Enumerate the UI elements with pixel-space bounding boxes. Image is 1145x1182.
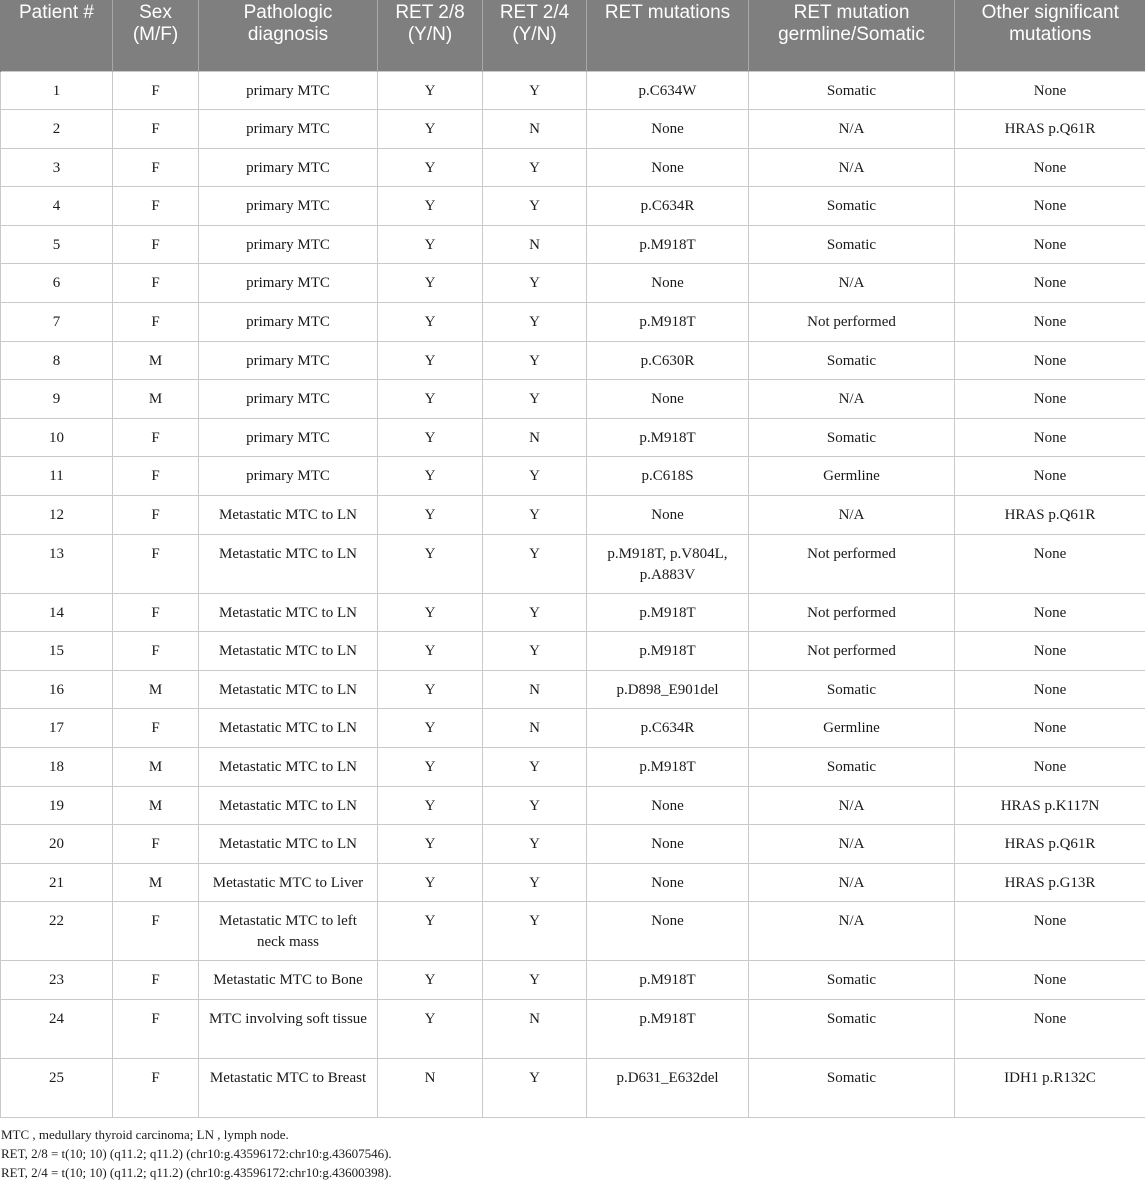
cell-ret-mutations: None	[587, 825, 749, 864]
cell-sex: M	[113, 380, 199, 419]
header-sex: Sex (M/F)	[113, 0, 199, 71]
cell-other-mutations: None	[955, 303, 1145, 342]
cell-diagnosis: primary MTC	[199, 71, 378, 110]
cell-patient-number: 5	[1, 225, 113, 264]
cell-ret-mutations: p.C634R	[587, 709, 749, 748]
cell-diagnosis: primary MTC	[199, 418, 378, 457]
cell-ret-2-4: Y	[483, 593, 587, 632]
cell-ret-2-4: Y	[483, 496, 587, 535]
cell-ret-2-8: Y	[378, 786, 483, 825]
cell-patient-number: 11	[1, 457, 113, 496]
header-ret-germline-somatic: RET mutation germline/Somatic	[749, 0, 955, 71]
cell-sex: M	[113, 670, 199, 709]
cell-ret-2-8: Y	[378, 380, 483, 419]
cell-ret-2-8: Y	[378, 748, 483, 787]
cell-sex: F	[113, 457, 199, 496]
table-row	[1, 341, 1145, 380]
table-row	[1, 709, 1145, 748]
cell-sex: F	[113, 418, 199, 457]
cell-patient-number: 1	[1, 71, 113, 110]
cell-sex: F	[113, 902, 199, 961]
cell-ret-2-8: Y	[378, 225, 483, 264]
cell-diagnosis: primary MTC	[199, 264, 378, 303]
table-row	[1, 593, 1145, 632]
cell-sex: M	[113, 786, 199, 825]
cell-germline-somatic: Somatic	[749, 341, 955, 380]
cell-sex: F	[113, 1058, 199, 1117]
cell-ret-2-4: N	[483, 225, 587, 264]
table-row	[1, 380, 1145, 419]
cell-ret-mutations: None	[587, 264, 749, 303]
cell-ret-mutations: p.M918T	[587, 999, 749, 1058]
cell-ret-2-4: Y	[483, 380, 587, 419]
cell-ret-2-4: Y	[483, 148, 587, 187]
cell-germline-somatic: Somatic	[749, 1058, 955, 1117]
cell-sex: F	[113, 709, 199, 748]
cell-diagnosis: Metastatic MTC to LN	[199, 709, 378, 748]
header-other-mutations: Other significant mutations	[955, 0, 1145, 71]
cell-patient-number: 20	[1, 825, 113, 864]
cell-sex: M	[113, 863, 199, 902]
cell-patient-number: 25	[1, 1058, 113, 1117]
cell-germline-somatic: N/A	[749, 264, 955, 303]
footnote-ret-2-8: RET, 2/8 = t(10; 10) (q11.2; q11.2) (chr10:g.43596172:chr10:g.43607546).	[1, 1145, 392, 1161]
cell-diagnosis: Metastatic MTC to Liver	[199, 863, 378, 902]
table-row	[1, 961, 1145, 1000]
cell-ret-2-4: Y	[483, 457, 587, 496]
cell-diagnosis: Metastatic MTC to LN	[199, 632, 378, 671]
cell-sex: F	[113, 534, 199, 593]
cell-sex: F	[113, 264, 199, 303]
cell-ret-2-8: N	[378, 1058, 483, 1117]
cell-other-mutations: None	[955, 593, 1145, 632]
cell-ret-2-8: Y	[378, 709, 483, 748]
cell-ret-2-4: Y	[483, 1058, 587, 1117]
cell-diagnosis: Metastatic MTC to Breast	[199, 1058, 378, 1117]
cell-patient-number: 21	[1, 863, 113, 902]
cell-sex: F	[113, 187, 199, 226]
cell-germline-somatic: Not performed	[749, 632, 955, 671]
cell-other-mutations: None	[955, 709, 1145, 748]
cell-ret-mutations: p.C618S	[587, 457, 749, 496]
header-ret-mutations: RET mutations	[587, 0, 749, 71]
cell-ret-2-4: Y	[483, 748, 587, 787]
cell-sex: F	[113, 71, 199, 110]
cell-ret-2-4: Y	[483, 961, 587, 1000]
cell-ret-2-4: Y	[483, 187, 587, 226]
cell-germline-somatic: Somatic	[749, 961, 955, 1000]
cell-ret-2-8: Y	[378, 534, 483, 593]
cell-other-mutations: HRAS p.Q61R	[955, 825, 1145, 864]
table-row	[1, 110, 1145, 149]
cell-sex: F	[113, 110, 199, 149]
cell-diagnosis: primary MTC	[199, 457, 378, 496]
cell-germline-somatic: Somatic	[749, 748, 955, 787]
cell-patient-number: 13	[1, 534, 113, 593]
cell-ret-2-8: Y	[378, 902, 483, 961]
cell-ret-2-4: Y	[483, 534, 587, 593]
cell-ret-2-4: N	[483, 670, 587, 709]
table-row	[1, 418, 1145, 457]
cell-diagnosis: primary MTC	[199, 187, 378, 226]
table-row	[1, 534, 1145, 593]
cell-ret-mutations: p.M918T, p.V804L, p.A883V	[587, 534, 749, 593]
cell-sex: F	[113, 496, 199, 535]
cell-patient-number: 6	[1, 264, 113, 303]
cell-ret-2-8: Y	[378, 71, 483, 110]
cell-ret-2-8: Y	[378, 961, 483, 1000]
cell-patient-number: 4	[1, 187, 113, 226]
cell-ret-2-4: Y	[483, 264, 587, 303]
cell-patient-number: 24	[1, 999, 113, 1058]
cell-other-mutations: HRAS p.K117N	[955, 786, 1145, 825]
table-row	[1, 187, 1145, 226]
cell-germline-somatic: Somatic	[749, 418, 955, 457]
cell-germline-somatic: N/A	[749, 496, 955, 535]
table-row	[1, 264, 1145, 303]
table-row	[1, 999, 1145, 1058]
cell-patient-number: 23	[1, 961, 113, 1000]
table-row	[1, 148, 1145, 187]
header-ret-2-4: RET 2/4 (Y/N)	[483, 0, 587, 71]
cell-other-mutations: None	[955, 148, 1145, 187]
cell-diagnosis: Metastatic MTC to LN	[199, 748, 378, 787]
cell-ret-2-4: Y	[483, 303, 587, 342]
cell-germline-somatic: N/A	[749, 863, 955, 902]
cell-ret-2-8: Y	[378, 457, 483, 496]
cell-diagnosis: Metastatic MTC to left neck mass	[199, 902, 378, 961]
table-row	[1, 786, 1145, 825]
cell-other-mutations: HRAS p.Q61R	[955, 496, 1145, 535]
cell-germline-somatic: Somatic	[749, 999, 955, 1058]
cell-germline-somatic: N/A	[749, 902, 955, 961]
table-row	[1, 902, 1145, 961]
cell-diagnosis: primary MTC	[199, 225, 378, 264]
cell-diagnosis: primary MTC	[199, 110, 378, 149]
cell-other-mutations: None	[955, 225, 1145, 264]
cell-ret-2-8: Y	[378, 825, 483, 864]
table-row	[1, 863, 1145, 902]
cell-ret-mutations: p.D631_E632del	[587, 1058, 749, 1117]
table-row	[1, 71, 1145, 110]
cell-ret-mutations: p.M918T	[587, 961, 749, 1000]
cell-diagnosis: primary MTC	[199, 303, 378, 342]
cell-patient-number: 8	[1, 341, 113, 380]
cell-diagnosis: Metastatic MTC to LN	[199, 496, 378, 535]
cell-ret-mutations: p.M918T	[587, 748, 749, 787]
footnote-abbreviations: MTC , medullary thyroid carcinoma; LN , lymph node.	[1, 1126, 289, 1142]
cell-patient-number: 14	[1, 593, 113, 632]
cell-ret-2-8: Y	[378, 303, 483, 342]
cell-ret-mutations: p.M918T	[587, 593, 749, 632]
cell-sex: F	[113, 148, 199, 187]
cell-ret-2-8: Y	[378, 999, 483, 1058]
table-row	[1, 225, 1145, 264]
cell-ret-mutations: p.C634W	[587, 71, 749, 110]
cell-germline-somatic: Not performed	[749, 593, 955, 632]
cell-sex: M	[113, 341, 199, 380]
cell-other-mutations: None	[955, 902, 1145, 961]
table-row	[1, 496, 1145, 535]
cell-ret-mutations: p.C630R	[587, 341, 749, 380]
cell-ret-2-4: Y	[483, 902, 587, 961]
cell-ret-2-8: Y	[378, 341, 483, 380]
cell-ret-2-4: Y	[483, 786, 587, 825]
cell-ret-mutations: None	[587, 786, 749, 825]
cell-sex: F	[113, 632, 199, 671]
cell-diagnosis: MTC involving soft tissue	[199, 999, 378, 1058]
cell-patient-number: 22	[1, 902, 113, 961]
table-row	[1, 670, 1145, 709]
footnotes	[0, 1118, 1145, 1182]
cell-germline-somatic: Somatic	[749, 187, 955, 226]
cell-ret-mutations: p.D898_E901del	[587, 670, 749, 709]
cell-patient-number: 16	[1, 670, 113, 709]
cell-diagnosis: Metastatic MTC to LN	[199, 534, 378, 593]
cell-ret-mutations: None	[587, 902, 749, 961]
cell-sex: F	[113, 303, 199, 342]
cell-germline-somatic: Somatic	[749, 225, 955, 264]
header-row	[1, 0, 1145, 71]
cell-other-mutations: None	[955, 961, 1145, 1000]
cell-ret-2-8: Y	[378, 863, 483, 902]
cell-other-mutations: None	[955, 632, 1145, 671]
table-row	[1, 632, 1145, 671]
cell-ret-mutations: p.M918T	[587, 303, 749, 342]
cell-patient-number: 7	[1, 303, 113, 342]
cell-other-mutations: None	[955, 534, 1145, 593]
cell-sex: F	[113, 825, 199, 864]
header-ret-2-8: RET 2/8 (Y/N)	[378, 0, 483, 71]
cell-ret-2-4: Y	[483, 71, 587, 110]
header-pathologic-diagnosis: Pathologic diagnosis	[199, 0, 378, 71]
cell-ret-2-8: Y	[378, 187, 483, 226]
cell-other-mutations: None	[955, 418, 1145, 457]
footnote-ret-2-4: RET, 2/4 = t(10; 10) (q11.2; q11.2) (chr10:g.43596172:chr10:g.43600398).	[1, 1164, 392, 1180]
cell-ret-mutations: p.M918T	[587, 225, 749, 264]
cell-diagnosis: Metastatic MTC to LN	[199, 593, 378, 632]
cell-ret-2-4: N	[483, 418, 587, 457]
table-body	[1, 71, 1145, 1117]
cell-patient-number: 10	[1, 418, 113, 457]
cell-sex: F	[113, 999, 199, 1058]
cell-ret-2-8: Y	[378, 670, 483, 709]
cell-ret-mutations: None	[587, 148, 749, 187]
table-row	[1, 1058, 1145, 1117]
cell-germline-somatic: N/A	[749, 786, 955, 825]
cell-germline-somatic: Not performed	[749, 534, 955, 593]
cell-germline-somatic: Somatic	[749, 71, 955, 110]
table-row	[1, 457, 1145, 496]
cell-other-mutations: None	[955, 264, 1145, 303]
cell-other-mutations: None	[955, 457, 1145, 496]
cell-germline-somatic: Not performed	[749, 303, 955, 342]
cell-other-mutations: HRAS p.Q61R	[955, 110, 1145, 149]
cell-patient-number: 3	[1, 148, 113, 187]
cell-ret-2-4: N	[483, 110, 587, 149]
cell-diagnosis: Metastatic MTC to LN	[199, 825, 378, 864]
cell-other-mutations: None	[955, 341, 1145, 380]
cell-ret-2-8: Y	[378, 148, 483, 187]
cell-patient-number: 12	[1, 496, 113, 535]
cell-diagnosis: primary MTC	[199, 341, 378, 380]
cell-patient-number: 9	[1, 380, 113, 419]
cell-ret-mutations: p.M918T	[587, 418, 749, 457]
cell-other-mutations: None	[955, 670, 1145, 709]
cell-ret-2-8: Y	[378, 593, 483, 632]
cell-diagnosis: Metastatic MTC to LN	[199, 786, 378, 825]
cell-patient-number: 2	[1, 110, 113, 149]
cell-other-mutations: None	[955, 748, 1145, 787]
cell-ret-2-8: Y	[378, 632, 483, 671]
cell-diagnosis: primary MTC	[199, 148, 378, 187]
cell-ret-2-4: Y	[483, 863, 587, 902]
cell-ret-2-8: Y	[378, 496, 483, 535]
cell-ret-2-8: Y	[378, 264, 483, 303]
cell-ret-mutations: None	[587, 863, 749, 902]
cell-germline-somatic: N/A	[749, 825, 955, 864]
cell-other-mutations: None	[955, 187, 1145, 226]
cell-other-mutations: None	[955, 999, 1145, 1058]
cell-sex: M	[113, 748, 199, 787]
cell-ret-mutations: p.M918T	[587, 632, 749, 671]
cell-ret-mutations: p.C634R	[587, 187, 749, 226]
cell-patient-number: 19	[1, 786, 113, 825]
cell-sex: F	[113, 225, 199, 264]
cell-other-mutations: IDH1 p.R132C	[955, 1058, 1145, 1117]
cell-ret-2-8: Y	[378, 110, 483, 149]
cell-ret-2-4: N	[483, 709, 587, 748]
cell-ret-mutations: None	[587, 496, 749, 535]
cell-diagnosis: primary MTC	[199, 380, 378, 419]
cell-ret-2-4: Y	[483, 632, 587, 671]
cell-sex: F	[113, 961, 199, 1000]
cell-patient-number: 17	[1, 709, 113, 748]
cell-germline-somatic: N/A	[749, 110, 955, 149]
table-row	[1, 748, 1145, 787]
cell-ret-2-4: N	[483, 999, 587, 1058]
table-row	[1, 303, 1145, 342]
cell-ret-2-8: Y	[378, 418, 483, 457]
cell-germline-somatic: Somatic	[749, 670, 955, 709]
cell-germline-somatic: Germline	[749, 457, 955, 496]
cell-ret-mutations: None	[587, 110, 749, 149]
cell-patient-number: 15	[1, 632, 113, 671]
cell-germline-somatic: N/A	[749, 380, 955, 419]
cell-diagnosis: Metastatic MTC to LN	[199, 670, 378, 709]
cell-ret-2-4: Y	[483, 341, 587, 380]
cell-germline-somatic: Germline	[749, 709, 955, 748]
cell-diagnosis: Metastatic MTC to Bone	[199, 961, 378, 1000]
table-row	[1, 825, 1145, 864]
cell-ret-mutations: None	[587, 380, 749, 419]
table-header	[1, 0, 1145, 71]
cell-germline-somatic: N/A	[749, 148, 955, 187]
cell-other-mutations: HRAS p.G13R	[955, 863, 1145, 902]
cell-patient-number: 18	[1, 748, 113, 787]
cell-ret-2-4: Y	[483, 825, 587, 864]
cell-other-mutations: None	[955, 380, 1145, 419]
header-patient-number: Patient #	[1, 0, 113, 71]
cell-sex: F	[113, 593, 199, 632]
cell-other-mutations: None	[955, 71, 1145, 110]
